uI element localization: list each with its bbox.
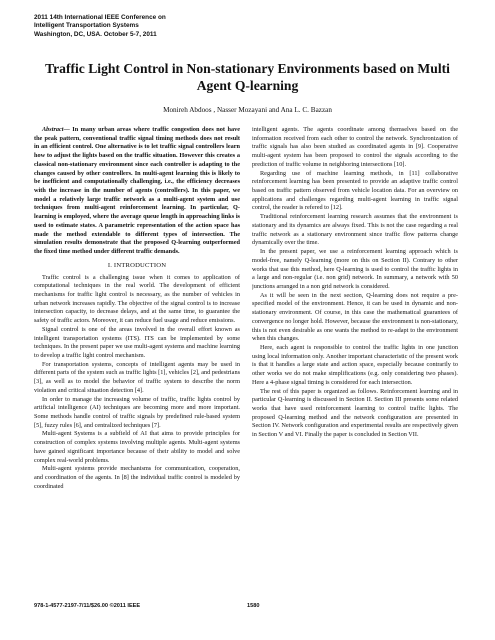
paragraph: Multi-agent systems provide mechanisms for communication, cooperation, and coordination of the agents. In [8] the individual traffic control is modeled by coordinated	[34, 465, 240, 490]
abstract-lead: Abstract	[42, 126, 64, 133]
conference-header	[34, 14, 274, 39]
abstract-text: — In many urban areas where traffic congestion does not have the peak pattern, conventional traffic signal timing methods does not result in an efficient control. One alternative is to let traffic signal controllers learn how to adjust the lights based on the traffic situation. However this creates a classical non-stationary environment since each controller is adapting to the changes caused by other controllers. In multi-agent learning this is likely to be inefficient and computationally challenging, i.e., the efficiency decreases with the increase in the number of agents (controllers). In this paper, we model a relatively large traffic network as a multi-agent system and use techniques from multi-agent reinforcement learning. In particular, Q-learning is employed, where the average queue length in approaching links is used to estimate states. A parametric representation of the action space has made the method extendable to different types of intersection. The simulation results demonstrate that the proposed Q-learning outperformed the fixed time method under different traffic demands.	[34, 126, 240, 256]
right-column	[252, 126, 458, 598]
paragraph: Traffic control is a challenging issue when it comes to application of computational techniques in the real world. The development of efficient mechanisms for traffic light control is necessary, as the number of vehicles in urban network increases rapidly. The objective of the signal control is to increase intersection capacity, to decrease delays, and at the same time, to guarantee the safety of traffic actors. Moreover, it can reduce fuel usage and reduce emissions.	[34, 273, 240, 325]
paragraph: In the present paper, we use a reinforcement learning approach which is model-free, namely Q-learning (more on this on Section II). Contrary to other works that use this method, here Q-learning is used to control the traffic lights in a large and non-regular (i.e. non grid) network. In summary, a network with 50 junctions arranged in a non grid network is considered.	[252, 248, 458, 290]
paragraph: Traditional reinforcement learning research assumes that the environment is stationary and its dynamics are always fixed. This is not the case regarding a real traffic network as a stationary environment since traffic flow patterns change dynamically over the time.	[252, 213, 458, 247]
section-heading: I. INTRODUCTION	[107, 261, 167, 269]
page-number: 1580	[247, 603, 260, 609]
conference-line: Intelligent Transportation Systems	[34, 22, 139, 30]
paragraph: intelligent agents. The agents coordinate among themselves based on the information received from each other to control the network. Synchronization of traffic signals has also been studied as coordinated agents in [9]. Cooperative multi-agent system has been proposed to control the signals according to the prediction of traffic volume in neighboring intersections [10].	[252, 126, 458, 168]
paragraph: Multi-agent Systems is a subfield of AI that aims to provide principles for construction of complex systems involving multiple agents. Multi-agent systems have gained significant importance because of their ability to model and solve complex real-world problems.	[34, 430, 240, 464]
paragraph: Regarding use of machine learning methods, in [11] collaborative reinforcement learning has been presented to provide an adaptive traffic control based on traffic pattern observed from vehicle location data. For an overview on applications and challenges regarding multi-agent learning in traffic signal control, the reader is refered to [12].	[252, 169, 458, 212]
paragraph: As it will be seen in the next section, Q-learning does not require a pre-specified model of the environment. Hence, it can be used in dynamic and non-stationary environment. Of course, in this case the mathematical guarantees of convergence no longer hold. However, because the environment is non-stationary, this is not even desirable as one wants the method to re-adapt to the environment when this changes.	[252, 291, 458, 343]
paragraph: Signal control is one of the areas involved in the overall effort known as intelligent transportation systems (ITS). ITS can be implemented by some techniques. In the present paper we use multi-agent systems and machine learning to develop a traffic light control mechanism.	[34, 325, 240, 359]
paragraph: Here, each agent is responsible to control the traffic lights in one junction using local information only. Another important characteristic of the present work is that it handles a large state and action space, especially because contrarily to other works we do not make simplifications (e.g. only considering two phases). Here a 4-phase signal timing is considered for each intersection.	[252, 343, 458, 386]
abstract	[34, 126, 240, 257]
author-list: Monireh Abdoos , Nasser Mozayani and Ana L. C. Bazzan	[163, 106, 332, 114]
copyright-code: 978-1-4577-2197-7/11/$26.00 ©2011 IEEE	[34, 603, 141, 609]
conference-line: 2011 14th International IEEE Conference on	[34, 14, 166, 21]
left-column	[34, 126, 240, 598]
paper-title: Traffic Light Control in Non-stationary Environments based on Multi Agent Q-learning	[45, 61, 450, 93]
paragraph: The rest of this paper is organized as follows. Reinforcement learning and in particular Q-learning is discussed in Section II. Section III presents some related works that have used reinforcement learning to control traffic lights. The proposed Q-learning method and the network configuration are presented in Section IV. Network configuration and experimental results are respectively given in Section V and VI. Finally the paper is concluded in Section VII.	[252, 387, 458, 439]
conference-line: Washington, DC, USA. October 5-7, 2011	[34, 30, 157, 38]
paragraph: In order to manage the increasing volume of traffic, traffic lights control by artificial intelligence (AI) techniques are becoming more and more important. Some methods handle control of traffic signals by predefined rule-based system [5], fuzzy rules [6], and centralized techniques [7].	[34, 395, 240, 429]
paragraph: For transportation systems, concepts of intelligent agents may be used in different parts of the system such as traffic lights [1], vehicles [2], and pedestrians [3], as well as to model the behavior of traffic system to describe the norm violation and critical situation detection [4].	[34, 360, 240, 394]
